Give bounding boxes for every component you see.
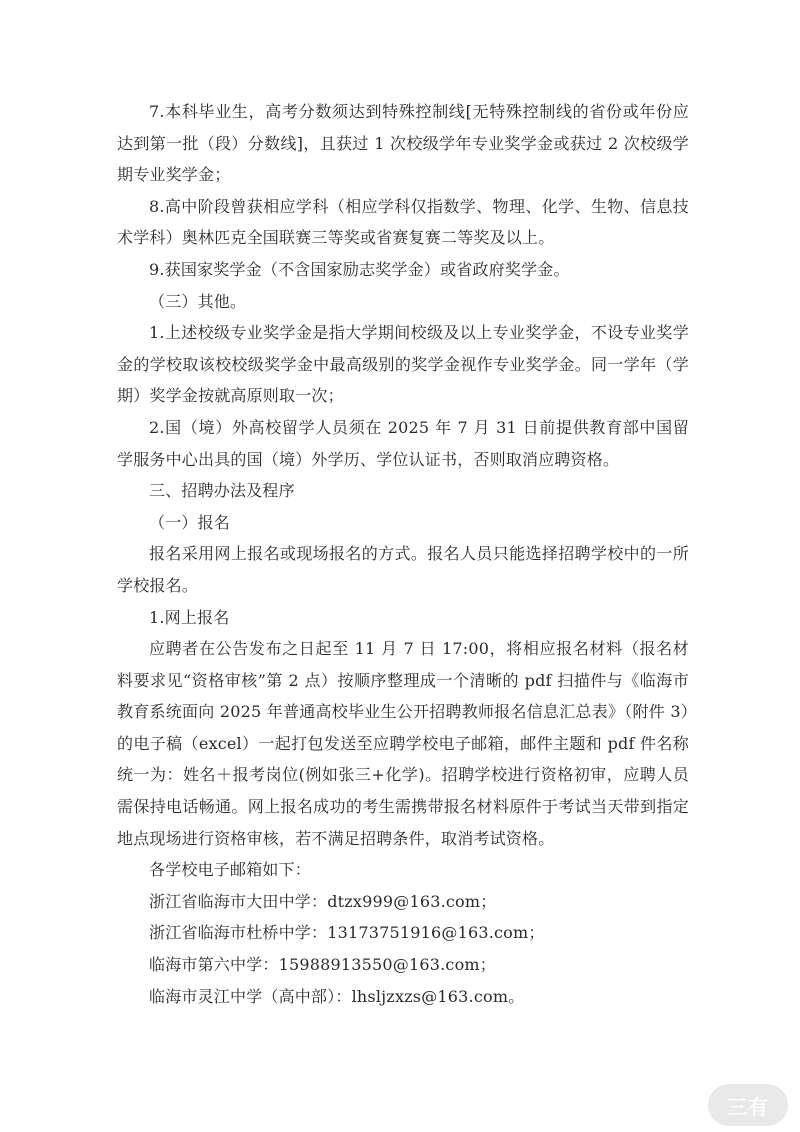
paragraph-item-9: 9.获国家奖学金（不含国家励志奖学金）或省政府奖学金。 [149,259,570,279]
paragraph-other-1: 1.上述校级专业奖学金是指大学期间校级及以上专业奖学金，不设专业奖学金的学校取该校校级奖学金中最高级别的奖学金视作专业奖学金。同一学年（学期）奖学金按就高原则取一次； [117,323,689,406]
section-heading-recruitment: 三、招聘办法及程序 [149,481,295,501]
email-item-sixth-school: 临海市第六中学：15988913550@163.com； [149,955,496,975]
watermark-logo [708,1084,788,1126]
document-body [117,96,689,1012]
paragraph-registration-method: 报名采用网上报名或现场报名的方式。报名人员只能选择招聘学校中的一所学校报名。 [117,544,689,595]
email-list-heading: 各学校电子邮箱如下： [149,860,312,880]
paragraph-item-8: 8.高中阶段曾获相应学科（相应学科仅指数学、物理、化学、生物、信息技术学科）奥林匹克全国联赛三等奖或省赛复赛二等奖及以上。 [117,196,689,248]
paragraph-other-2: 2.国（境）外高校留学人员须在 2025 年 7 月 31 日前提供教育部中国留学服务中心出具的国（境）外学历、学位认证书，否则取消应聘资格。 [117,417,689,469]
subsection-heading-registration: （一）报名 [149,512,231,532]
subheading-online-registration: 1.网上报名 [149,607,230,627]
watermark-text: 三有 [727,1094,769,1119]
email-item-duqiao: 浙江省临海市杜桥中学：13173751916@163.com； [149,923,545,943]
paragraph-item-7: 7.本科毕业生，高考分数须达到特殊控制线[无特殊控制线的省份或年份应达到第一批（段）分数线]，且获过 1 次校级学年专业奖学金或获过 2 次校级学期专业奖学金； [117,102,689,185]
section-heading-other: （三）其他。 [149,291,247,311]
email-item-lingjiang: 临海市灵江中学（高中部）：lhsljzxzs@163.com。 [149,986,525,1006]
email-item-datian: 浙江省临海市大田中学：dtzx999@163.com； [149,891,497,911]
paragraph-online-registration: 应聘者在公告发布之日起至 11 月 7 日 17:00，将相应报名材料（报名材料要求见“资格审核”第 2 点）按顺序整理成一个清晰的 pdf 扫描件与《临海市教育系统面向 2025 年普通高校毕业生公开招聘教师报名信息汇总表》（附件 3）的电子稿（excel）一起打包发送至应聘学校电子邮箱，邮件主题和 pdf 件名称统一为：姓名＋报考岗位(例如张三+化学)。招聘学校进行资格初审，应聘人员需保持电话畅通。网上报名成功的考生需携带报名材料原件于考试当天带到指定地点现场进行资格审核，若不满足招聘条件，取消考试资格。 [117,639,689,848]
